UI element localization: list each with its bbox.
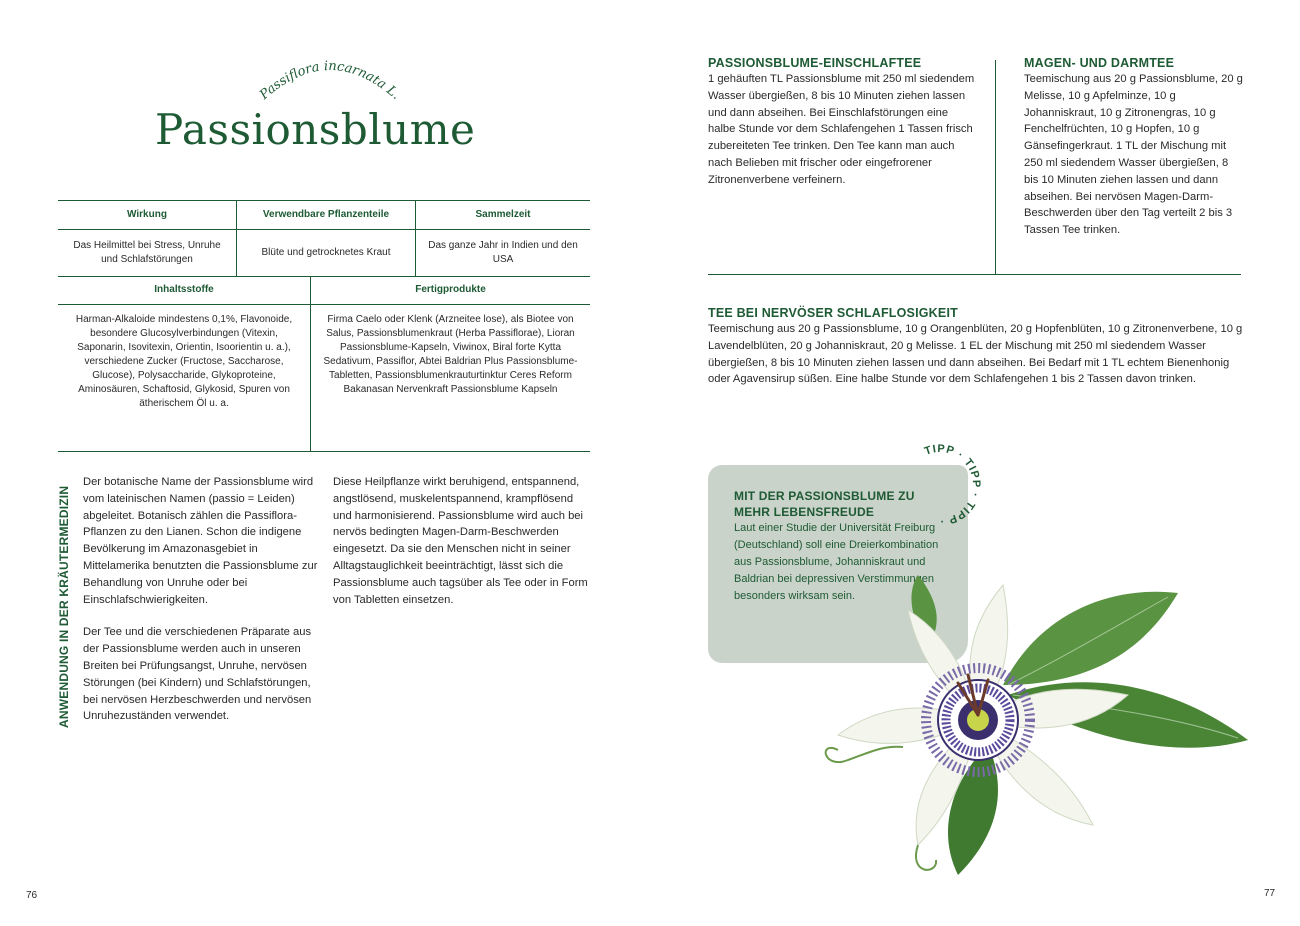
recipe-schlaflosigkeit bbox=[708, 305, 1248, 388]
recipe-text: Teemischung aus 20 g Passionsblume, 10 g Orangenblüten, 20 g Hopfenblüten, 10 g Zitronenverbene, 10 g Lavendelblüten, 20 g Johanniskraut, 20 g Melisse. 1 EL der Mischung mit 250 ml siedendem Wasser übergießen, 8 bis 10 Minuten ziehen lassen und dann abseihen. Bei Bedarf mit 1 TL echtem Bienenhonig oder Agavensirup süßen. Eine halbe Stunde vor dem Schlafengehen 1 bis 2 Tassen davon trinken. bbox=[708, 323, 1243, 386]
cell-pflanzenteile: Blüte und getrocknetes Kraut bbox=[237, 230, 416, 277]
passion-flower-illustration bbox=[808, 575, 1253, 885]
cell-wirkung: Das Heilmittel bei Stress, Unruhe und Schlafstörungen bbox=[58, 230, 237, 277]
body-column-1 bbox=[83, 474, 323, 741]
header-fertigprodukte: Fertigprodukte bbox=[311, 276, 591, 305]
paragraph: Der botanische Name der Passionsblume wird vom lateinischen Namen (passio = Leiden) abgeleitet. Botanisch zählen die Passiflora-Pflanzen zu den Lianen. Schon die indigene Bevölkerung im Amazonasgebiet in Mittelamerika benutzten die Passionsblume zur Behandlung von Unruhe oder bei Einschlafschwierigkeiten. bbox=[83, 476, 318, 606]
recipe-einschlaftee bbox=[708, 55, 976, 189]
info-table-2 bbox=[58, 276, 590, 452]
paragraph: Der Tee und die verschiedenen Präparate aus der Passionsblume werden auch in unseren Breiten bei Prüfungsangst, Unruhe, nervösen Störungen (bei Kindern) und Schlafstörungen, bei nervösen Herzbeschwerden und nervösen Unruhezuständen verwendet. bbox=[83, 626, 312, 723]
tendril bbox=[826, 747, 903, 762]
vertical-section-heading: ANWENDUNG IN DER KRÄUTERMEDIZIN bbox=[57, 485, 71, 728]
header-pflanzenteile: Verwendbare Pflanzenteile bbox=[237, 201, 416, 230]
cell-fertigprodukte: Firma Caelo oder Klenk (Arzneitee lose), als Biotee von Salus, Passionsblumenkraut (Herba Passiflorae), Lioran Passionsblume-Kapseln, Viwinox, Biral forte Kytta Sedativum, Passiflor, Abtei Baldrian Plus Passionsblume-Tabletten, Passionsblumenkrauturtinktur Ceres Reform Bakanasan Nervenkraft Passionsblume Kapseln bbox=[311, 305, 591, 452]
svg-text:Passiflora incarnata L. bbox=[256, 59, 403, 104]
page-number-right: 77 bbox=[1264, 888, 1276, 899]
body-column-2: Diese Heilpflanze wirkt beruhigend, entspannend, angstlösend, muskelentspannend, krampflösend und harmonisierend. Passionsblume wird auch bei nervös bedingten Magen-Darm-Beschwerden eingesetzt. Da sie den Menschen nicht in seiner Alltagstauglichkeit beeinträchtigt, lässt sich die Passionsblume auch tagsüber als Tee oder in Form von Tabletten einsetzen. bbox=[333, 476, 588, 606]
recipe-magen-darmtee bbox=[1024, 55, 1244, 239]
latin-name: Passiflora incarnata L. bbox=[257, 58, 404, 103]
latin-name-arc bbox=[250, 48, 410, 108]
cell-sammelzeit: Das ganze Jahr in Indien und den USA bbox=[416, 230, 591, 277]
recipe-text: 1 gehäuften TL Passionsblume mit 250 ml siedendem Wasser übergießen, 8 bis 10 Minuten ziehen lassen und dann abseihen. Bei Einschlafstörungen eine halbe Stunde vor dem Schlafengehen 1 Tassen frisch zubereiteten Tee trinken. Den Tee kann man auch nach Belieben mit frischer oder eingefrorener Zitronenverbene verfeinern. bbox=[708, 73, 975, 186]
tip-ring-text: TIPP · TIPP · TIPP · bbox=[923, 442, 983, 528]
recipe-text: Teemischung aus 20 g Passionsblume, 20 g Melisse, 10 g Apfelminze, 10 g Johanniskraut, 10 g Zitronengras, 10 g Fenchelfrüchten, 10 g Hopfen, 10 g Gänsefingerkraut. 1 TL der Mischung mit 250 ml siedendem Wasser übergießen, 8 bis 10 Minuten ziehen lassen und dann abseihen. Bei nervösen Magen-Darm-Beschwerden über den Tag verteilt 2 bis 3 Tassen Tee trinken. bbox=[1024, 73, 1243, 237]
recipe-heading: MAGEN- UND DARMTEE bbox=[1024, 56, 1175, 70]
section-divider bbox=[708, 274, 1241, 275]
page-title: Passionsblume bbox=[155, 105, 476, 154]
column-divider bbox=[995, 60, 996, 274]
info-table-1 bbox=[58, 200, 590, 277]
tip-text: Laut einer Studie der Universität Freiburg (Deutschland) soll eine Dreierkombination aus Passionsblume, Johanniskraut und Baldrian bei depressiven Verstimmungen besonders wirksam sein. bbox=[734, 522, 939, 602]
header-inhaltsstoffe: Inhaltsstoffe bbox=[58, 276, 311, 305]
page-number-left: 76 bbox=[26, 890, 38, 901]
recipe-heading: PASSIONSBLUME-EINSCHLAFTEE bbox=[708, 56, 922, 70]
tip-heading: MIT DER PASSIONSBLUME ZU MEHR LEBENSFREUDE bbox=[734, 489, 915, 519]
recipe-heading: TEE BEI NERVÖSER SCHLAFLOSIGKEIT bbox=[708, 306, 958, 320]
header-sammelzeit: Sammelzeit bbox=[416, 201, 591, 230]
header-wirkung: Wirkung bbox=[58, 201, 237, 230]
cell-inhaltsstoffe: Harman-Alkaloide mindestens 0,1%, Flavonoide, besondere Glucosylverbindungen (Vitexin, Saponarin, Isovitexin, Orientin, Isoorientin u. a.), verschiedene Zucker (Fructose, Saccharose, Glucose), Polysaccharide, Glykoproteine, Aminosäuren, Schaftosid, Glykosid, Spuren von ätherischem Öl u. a. bbox=[58, 305, 311, 452]
